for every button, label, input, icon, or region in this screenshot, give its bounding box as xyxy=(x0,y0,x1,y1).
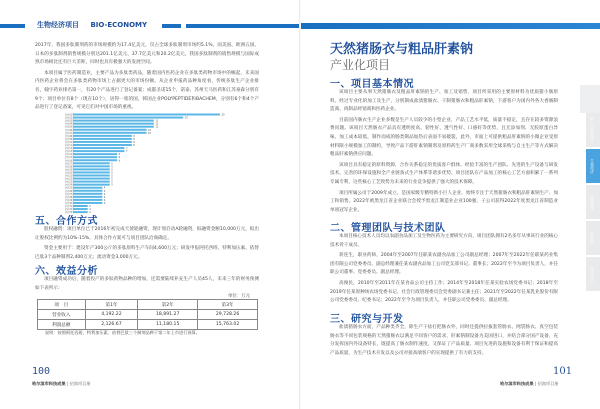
chart-bar xyxy=(73,132,147,134)
chart-category-label: 企业06 xyxy=(64,128,72,132)
chart-category-label: 企业10 xyxy=(64,140,72,144)
chart-category-label: 企业28 xyxy=(64,195,72,199)
chart-category-label: 企业27 xyxy=(64,192,72,196)
chart-bar xyxy=(73,159,117,161)
page-number: 101 xyxy=(553,366,573,377)
footer-sub: 招商项目册 xyxy=(69,381,91,386)
chart-bar xyxy=(73,123,154,125)
chart-value-label: 5 xyxy=(111,162,113,166)
chart-category-label: 企业13 xyxy=(64,150,72,154)
chart-bar xyxy=(73,141,132,143)
footer xyxy=(32,381,91,387)
chart-value-label: 4 xyxy=(103,189,106,193)
paragraph: 该项目具有稳定的原料资源、合作关系稳定的优质客户群体、经验丰富的生产团队、先进的生产设备与研发技术，完善的环保设施和全产业链条式生产体系等诸多优势。项目团队在产品加工的核心工艺方面积累了一系列专属专利，这些核心工艺致势为未来的行业竞争提供了强大的技术保障。 xyxy=(330,162,558,185)
paragraph: 资金主要用于：建设年产300公斤的多肽原料生产车间4,600万元；研发申报阿托西班、特利加压素、依替巴肽3个品种制剂2,400万元；流动资金3,000万元。 xyxy=(35,246,259,260)
header-bar-left xyxy=(0,24,25,28)
chart-value-label: 5 xyxy=(111,174,113,178)
paragraph: 本项目核心技术人员均以农副食品加工及生物医药为主要研究方向，项目团队拥有2名多年从事该行业的核心技术骨干成员。 xyxy=(330,234,558,248)
paragraph: 股权融资：项目单位已于2016年初完成天使轮融资，现计划启动A轮融资，拟融资金额10,000万元，拟出让股权比例约为10%-15%，具体合作方案可与项目团队洽商确定。 xyxy=(35,227,259,241)
chart-bar xyxy=(73,190,102,192)
chart-bar xyxy=(73,138,132,140)
chart-category-label: 企业26 xyxy=(64,189,72,193)
chart-category-label: 企业24 xyxy=(64,183,72,187)
chart-category-label: 企业21 xyxy=(64,174,72,178)
table-header-row xyxy=(38,300,258,310)
paragraph: 项目所属公司于2009年成立，是国家级专精特新小巨人企业，始终专注于天然猪肠衣和粗品肝素钠生产、加工和销售。2022年被黑龙江省企业联合会授予黑龙江制造业企业100强，子公司获得2022年度黑龙江省制造业单项冠军企业。 xyxy=(330,190,558,213)
chart-value-label: 4 xyxy=(103,201,106,205)
section-heading: 三、研究与开发 xyxy=(330,314,404,325)
chart-value-label: 6 xyxy=(118,156,121,160)
side-tab[interactable]: 高端装备 xyxy=(586,185,600,220)
chart-category-label: 企业05 xyxy=(64,125,72,129)
chart-bar xyxy=(73,117,183,119)
chart-bar xyxy=(73,184,110,186)
table-cell: 15,763.02 xyxy=(198,320,258,330)
chart-value-label: 15 xyxy=(184,116,188,120)
chart-bar xyxy=(73,147,124,149)
chart-bar xyxy=(73,208,88,210)
table-cell: 利润总额 xyxy=(38,320,86,330)
chart-category-label: 企业14 xyxy=(64,153,72,157)
chart-bar xyxy=(73,144,132,146)
chart-category-label: 企业18 xyxy=(64,165,72,169)
chart-bar xyxy=(73,153,117,155)
chart-category-label: 企业33 xyxy=(64,211,72,215)
chart-value-label: 10 xyxy=(148,131,152,135)
chart-category-label: 企业02 xyxy=(64,116,72,120)
side-tab[interactable]: 新材料 xyxy=(586,221,600,256)
table-cell: 2,126.67 xyxy=(85,320,138,330)
chart-bar xyxy=(73,129,147,131)
chart-bar xyxy=(73,162,110,164)
paragraph: 项目融资成功后，随着投产的多肽药物品种的增加，还需要陆续补充生产人员45人，未来三年的财务预测如下表所示： xyxy=(35,277,259,291)
page-number: 100 xyxy=(32,366,51,377)
section-heading: 六、效益分析 xyxy=(35,266,98,277)
chart-category-label: 企业23 xyxy=(64,180,72,184)
paragraph: 蒋连生，职业药师，2004年至2007年任职某农副食品加工公司副总经理；2007年至2022年任职某药业集团有限公司党委委员、副总经理兼任某农副食品加工公司党支部书记、董事长；2022年至今为项目负责人，并任职公司董事、党委委员、副总经理。 xyxy=(330,253,558,276)
chart-bar xyxy=(73,135,132,137)
chart-category-label: 企业20 xyxy=(64,171,72,175)
chart-value-label: 4 xyxy=(103,198,106,202)
book-spine xyxy=(299,0,301,409)
chart-category-label: 企业11 xyxy=(64,144,72,147)
chart-value-label: 10 xyxy=(148,128,152,132)
chart-value-label: 4 xyxy=(103,195,106,199)
table-cell: 营业收入 xyxy=(38,310,86,320)
table-cell: 4,192.22 xyxy=(85,310,138,320)
chart-value-label: 5 xyxy=(111,177,113,181)
footer-separator: | xyxy=(65,381,70,386)
side-tab[interactable]: 新一代信息技术 xyxy=(586,113,600,148)
side-tab-active[interactable]: 生物经济 xyxy=(586,149,600,184)
chart-category-label: 企业29 xyxy=(64,198,72,202)
chart-category-label: 企业16 xyxy=(64,159,72,163)
chart-value-label: 8 xyxy=(133,137,135,141)
table-cell: 11,180.15 xyxy=(138,320,198,330)
chart-category-label: 企业25 xyxy=(64,186,72,190)
chart-value-label: 7 xyxy=(125,150,128,154)
table-cell: 29,728.26 xyxy=(198,310,258,320)
financial-table xyxy=(37,299,258,330)
chart-bar xyxy=(73,175,110,177)
chart-bar xyxy=(73,196,102,198)
section-heading: 一、项目基本情况 xyxy=(330,79,414,90)
section-header xyxy=(37,20,147,30)
table-header: 第2年 xyxy=(138,300,198,310)
chart-bar xyxy=(73,181,110,183)
chart-category-label: 企业03 xyxy=(64,119,72,123)
building-watermark-icon xyxy=(580,85,600,113)
chart-value-label: 6 xyxy=(118,153,121,157)
chart-bar xyxy=(73,187,102,189)
header-title-en: BIO-ECONOMY xyxy=(90,21,148,29)
chart-category-label: 企业19 xyxy=(64,168,72,172)
chart-value-label: 8 xyxy=(133,140,135,144)
chart-category-label: 企业31 xyxy=(64,205,72,208)
chart-category-label: 企业15 xyxy=(64,156,72,160)
paragraph: 盐渍猪肠衣方面，产品种类齐全，除生产干盐打把肠衣外，同时还提供拉拔套管肠衣、网袋肠衣、真空包装肠衣等不同包装规格的天然猪肠衣以满足不同客户的需求，肝素钠制设备为美国进口，并结合部分国产设备，充分发挥国内外设备特长，既提高了肠衣制作速度，又保证了产品质量。项目先进的设施和设备有利于保证和提高产品质量，为生产技术开发以及公司对接高端客户的实现提供了有力的支持。 xyxy=(330,325,558,356)
chart-value-label: 2 xyxy=(89,211,91,215)
chart-value-label: 8 xyxy=(133,144,135,147)
footer-separator: | xyxy=(533,381,538,386)
footer xyxy=(500,381,559,387)
table-cell: 18,891.27 xyxy=(138,310,198,320)
chart-bar xyxy=(73,165,110,167)
footer-sub: 招商项目册 xyxy=(537,381,559,386)
paragraph: 该项目主要从事天然猪肠衣及粗品肝素钠的生产、加工及销售，项目所采用的主要原材料为优质猪小肠原料，经过专业化的加工及生产，分别制成盐渍猪肠衣、干制猪肠衣和粗品肝素钠，下游客户为国内外各大香肠制造商、肉制品经销商和医药企业。 xyxy=(330,90,558,113)
section-heading: 五、合作方式 xyxy=(35,216,98,227)
chart-category-label: 企业30 xyxy=(64,201,72,205)
chart-bar xyxy=(73,193,102,195)
table-header: 项 目 xyxy=(38,300,86,310)
chart-bar xyxy=(73,168,110,170)
section-heading: 二、管理团队与技术团队 xyxy=(330,223,446,234)
project-subtitle: 产业化项目 xyxy=(330,58,391,72)
chart-value-label: 4 xyxy=(103,192,106,196)
project-title: 天然猪肠衣与粗品肝素钠 xyxy=(330,42,474,57)
chart-bar xyxy=(73,199,102,201)
paragraph: 高俊民，2010年至2011年在某食品公司主持工作；2014年至2018年任某实验农场党委书记；2018年至2019年任某原种场农场党委书记、社会行政管理委员会党委副书记兼主任；2021年至2022年任某乳业股份有限公司党委委员、纪委书记；2022年至今为项目负责人，并任职公司党委委员、副总经理。 xyxy=(330,280,559,304)
chart-value-label: 8 xyxy=(133,134,135,138)
chart-value-label: 5 xyxy=(111,168,113,172)
chart-bar xyxy=(73,150,124,152)
chart-bar xyxy=(73,171,110,173)
chart-value-label: 5 xyxy=(111,165,113,169)
header-title-cn: 生物经济项目 xyxy=(37,21,79,29)
table-row xyxy=(38,320,258,330)
chart-category-label: 企业22 xyxy=(64,177,72,181)
bar-chart xyxy=(50,113,240,215)
chart-value-label: 11 xyxy=(155,125,159,129)
chart-bar xyxy=(73,202,102,204)
table-row xyxy=(38,310,258,320)
intro-paragraph: 本项目属于医药制造业，主要产品为多肽类药品，随着国内医药企业在多肽类药物市场中的崛起，未来国内医药企业将会在多肽类药物市场上占据更大的市场份额。从企业申报药品种角度看，传统多肽生产企业排名，翰宇药业排名第一，有20个产品进行了登记备案；成都圣诺15个，诺泰、苏州天马医药和江苏豪森分别有9个；项目单位有8个（现在10个），居得一席的国，韩国企业POLYPEPTIDE和BACHEM，分别有6个和4个产品进行了登记备案，可见它们对中国市场的重视。 xyxy=(35,70,259,111)
chart-value-label: 11 xyxy=(155,122,159,126)
chart-value-label: 5 xyxy=(111,171,113,175)
chart-bar xyxy=(73,120,154,122)
header-bar-mid xyxy=(162,24,181,28)
footer-brand: 哈尔滨市科技成果 xyxy=(32,381,66,386)
chart-category-label: 企业09 xyxy=(64,137,72,141)
chart-bar xyxy=(73,114,220,116)
table-header: 第3年 xyxy=(198,300,258,310)
chart-value-label: 11 xyxy=(155,119,159,123)
chart-category-label: 企业08 xyxy=(64,134,72,138)
chart-category-label: 企业04 xyxy=(64,122,72,126)
chart-value-label: 20 xyxy=(221,113,225,117)
table-note: 说明：按照阿托西班、特利加压素、依替巴肽三个制剂品种于第二年上市进行预算。 xyxy=(45,330,200,335)
chart-bar xyxy=(73,178,110,180)
chart-bar xyxy=(73,205,88,207)
chart-value-label: 7 xyxy=(125,147,128,151)
chart-value-label: 2 xyxy=(89,205,91,208)
chart-value-label: 5 xyxy=(111,180,113,184)
chart-value-label: 5 xyxy=(111,183,113,187)
chart-category-label: 企业07 xyxy=(64,131,72,135)
paragraph: 目前国内肠衣生产企业多数是生产人员较少的小型企业，产品工艺水平低，质量不稳定，且存在较多资源浪费问题。该项目天然肠衣产品具有透明度高、韧性好、透气性好、口感好等优势，且无添加剂、无胶原蛋白异味，加工成本较低，制作而成的肠类制品加热后表面不易破裂，此外，市面上可提供粗品肝素钠的小微企业受原材料限小规模加工的制约，导致产品下游肝素钠制剂及原料药生产厂商多数采用全球采购与自主生产等方式解决粗品肝素钠供应问题。 xyxy=(330,117,558,158)
side-tab[interactable]: 现代农业 xyxy=(586,257,600,292)
chart-value-label: 2 xyxy=(89,208,91,212)
chart-category-label: 企业12 xyxy=(64,147,72,151)
chart-value-label: 4 xyxy=(103,186,106,190)
table-header: 第1年 xyxy=(85,300,138,310)
chart-category-label: 企业32 xyxy=(64,208,72,212)
header-bar-right xyxy=(186,24,299,28)
chart-bar xyxy=(73,126,154,128)
chart-bar xyxy=(73,156,117,158)
chart-value-label: 6 xyxy=(118,159,121,163)
chart-category-label: 企业17 xyxy=(64,162,72,166)
unit-label: 单位：万元 xyxy=(228,294,250,299)
intro-paragraph: 2017年，我国多肽制剂药的市场规模约为17.4亿美元，仅占全球多肽制剂市场约5.1%，而美国、欧洲五国、日本的多肽制剂销售规模分别达201.1亿美元、37.7亿美元和20.2亿美元，我国多肽制剂的销售规模与国际成熟市场相比还有巨大差距，同时也具有极强大的发展空间。 xyxy=(35,43,259,66)
footer-brand: 哈尔滨市科技成果 xyxy=(500,381,534,386)
header-bar xyxy=(301,23,600,29)
chart-category-label: 企业01 xyxy=(64,113,72,117)
